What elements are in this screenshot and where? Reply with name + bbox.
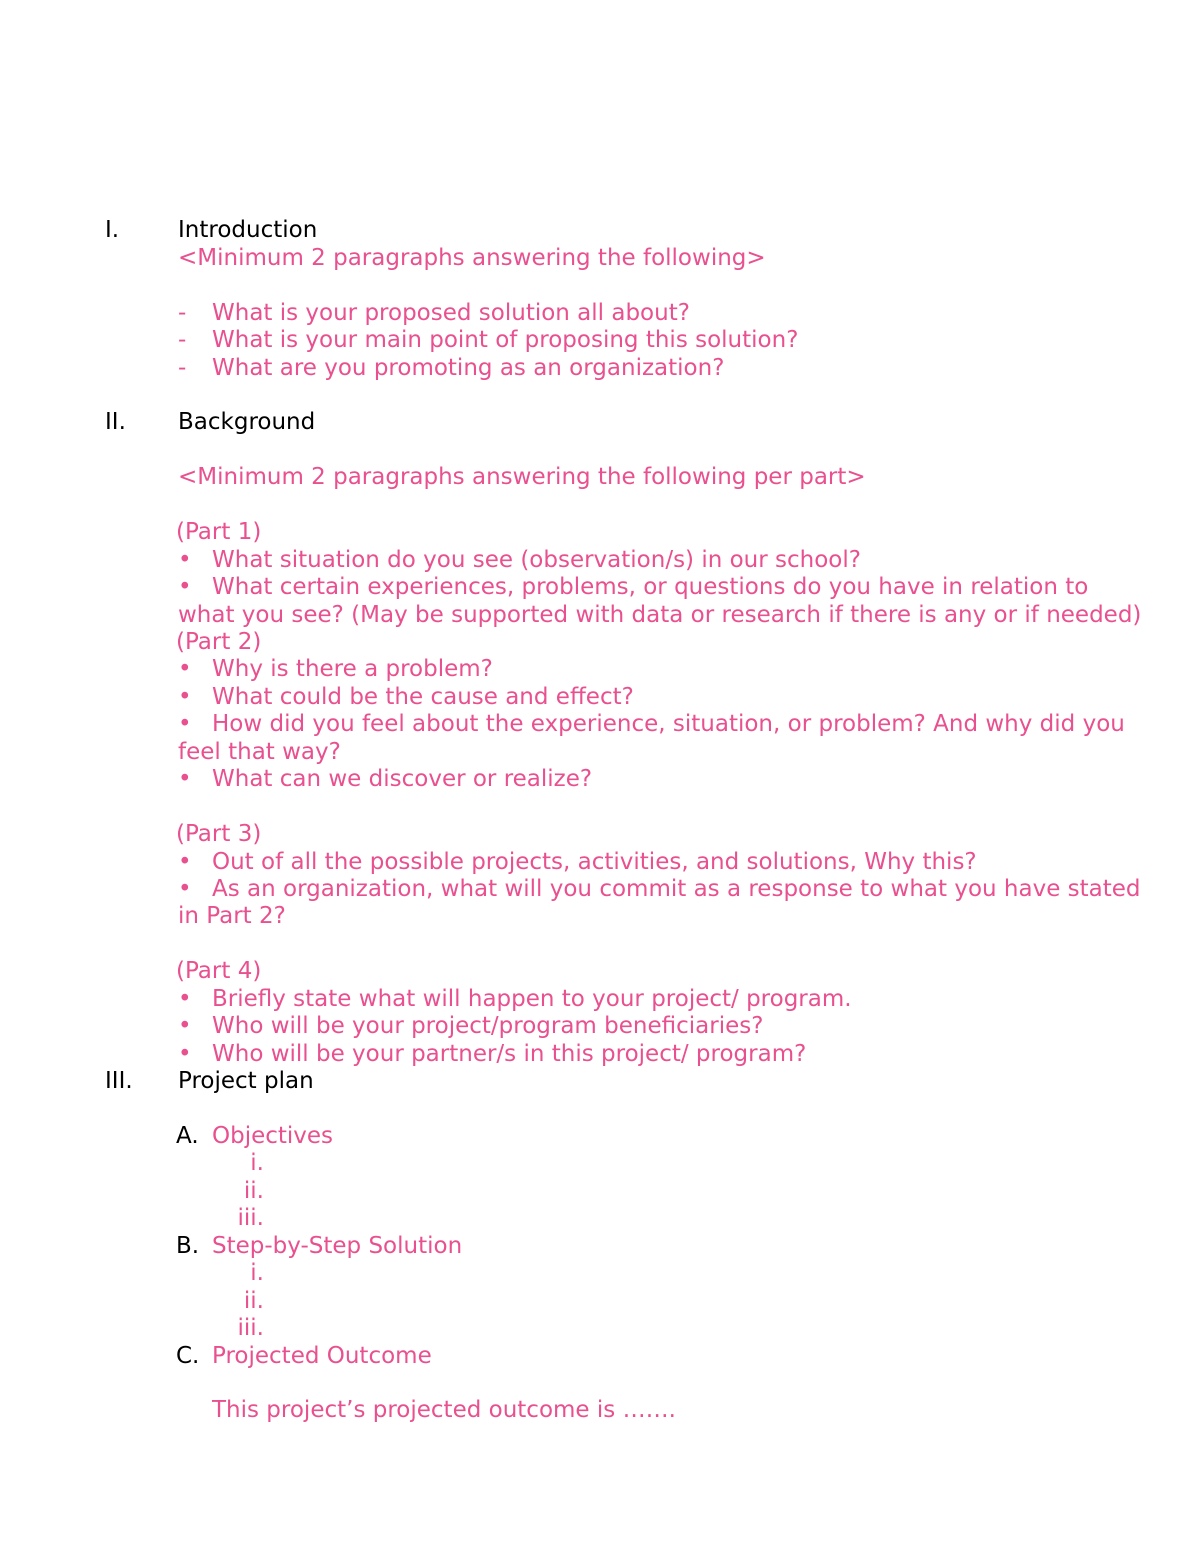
section-2-numeral: II. — [105, 409, 126, 435]
section-3-title: Project plan — [178, 1068, 314, 1094]
part-2-question: Why is there a problem? — [212, 656, 493, 682]
section-2-title: Background — [178, 409, 316, 435]
part-4-question: Briefly state what will happen to your project/ program. — [212, 986, 852, 1012]
section-2-instruction: <Minimum 2 paragraphs answering the following per part> — [178, 464, 866, 490]
bullet-icon: • — [178, 876, 192, 902]
subsection-b-letter: B. — [176, 1233, 200, 1259]
section-1-question: What is your proposed solution all about? — [212, 300, 690, 326]
part-1-question: What certain experiences, problems, or questions do you have in relation to — [212, 574, 1089, 600]
bullet-icon: • — [178, 986, 192, 1012]
subsection-a-title: Objectives — [212, 1123, 334, 1149]
section-1-instruction: <Minimum 2 paragraphs answering the following> — [178, 245, 766, 271]
section-1-numeral: I. — [105, 217, 120, 243]
section-1-question: What is your main point of proposing this solution? — [212, 327, 799, 353]
sub-numeral: ii. — [243, 1288, 264, 1314]
dash-marker: - — [178, 355, 187, 381]
part-4-question: Who will be your project/program beneficiaries? — [212, 1013, 764, 1039]
part-3-question: As an organization, what will you commit as a response to what you have stated — [212, 876, 1141, 902]
dash-marker: - — [178, 327, 187, 353]
section-3-numeral: III. — [105, 1068, 133, 1094]
bullet-icon: • — [178, 766, 192, 792]
part-4-label: (Part 4) — [176, 958, 262, 984]
part-2-question: What could be the cause and effect? — [212, 684, 634, 710]
sub-numeral: iii. — [237, 1205, 264, 1231]
part-3-question: Out of all the possible projects, activities, and solutions, Why this? — [212, 849, 977, 875]
section-1-question: What are you promoting as an organization? — [212, 355, 725, 381]
sub-numeral: iii. — [237, 1315, 264, 1341]
bullet-icon: • — [178, 574, 192, 600]
section-1-title: Introduction — [178, 217, 318, 243]
bullet-icon: • — [178, 656, 192, 682]
subsection-c-title: Projected Outcome — [212, 1343, 432, 1369]
sub-numeral: i. — [250, 1260, 264, 1286]
bullet-icon: • — [178, 849, 192, 875]
sub-numeral: ii. — [243, 1178, 264, 1204]
part-2-question: What can we discover or realize? — [212, 766, 593, 792]
bullet-icon: • — [178, 1041, 192, 1067]
bullet-icon: • — [178, 547, 192, 573]
subsection-b-title: Step-by-Step Solution — [212, 1233, 463, 1259]
part-1-label: (Part 1) — [176, 519, 262, 545]
part-3-label: (Part 3) — [176, 821, 262, 847]
bullet-icon: • — [178, 1013, 192, 1039]
outcome-text: This project’s projected outcome is ……. — [212, 1397, 676, 1423]
bullet-icon: • — [178, 684, 192, 710]
part-2-label: (Part 2) — [176, 629, 262, 655]
bullet-icon: • — [178, 711, 192, 737]
part-1-question-cont: what you see? (May be supported with data or research if there is any or if needed) — [178, 602, 1142, 628]
dash-marker: - — [178, 300, 187, 326]
subsection-c-letter: C. — [176, 1343, 200, 1369]
part-3-question-cont: in Part 2? — [178, 903, 286, 929]
sub-numeral: i. — [250, 1150, 264, 1176]
part-4-question: Who will be your partner/s in this project/ program? — [212, 1041, 807, 1067]
subsection-a-letter: A. — [176, 1123, 199, 1149]
part-2-question: How did you feel about the experience, situation, or problem? And why did you — [212, 711, 1125, 737]
part-2-question-cont: feel that way? — [178, 739, 341, 765]
part-1-question: What situation do you see (observation/s) in our school? — [212, 547, 861, 573]
